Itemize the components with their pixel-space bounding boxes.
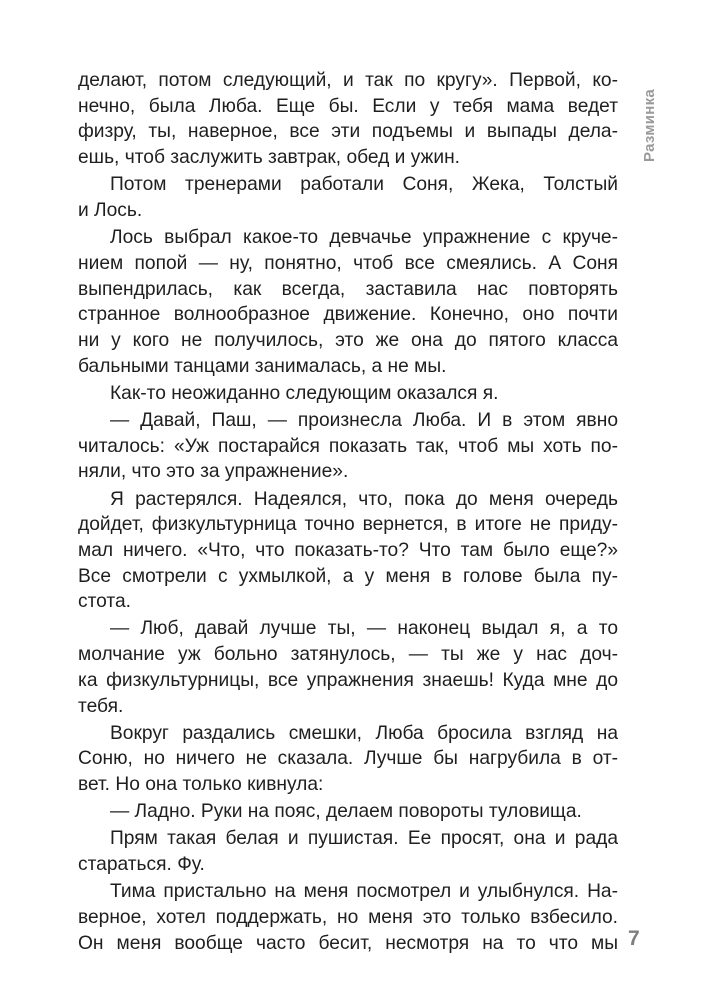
text-line: Потом тренерами работали Соня, Жека, Толстый	[110, 174, 618, 196]
paragraph	[78, 826, 618, 877]
section-header	[641, 70, 661, 165]
text-line: — Люб, давай лучше ты, — наконец выдал я, а то	[110, 618, 618, 640]
text-line: выпендрилась, как всегда, заставила нас повторять	[78, 278, 618, 300]
text-line: бальными танцами занималась, а не мы.	[78, 355, 447, 377]
text-line: стараться. Фу.	[78, 854, 205, 876]
text-line: Как-то неожиданно следующим оказался я.	[110, 382, 499, 404]
paragraph	[78, 721, 618, 798]
text-line: Соню, но ничего не сказала. Лучше бы нагрубила в от-	[78, 748, 618, 770]
text-line: читалось: «Уж постарайся показать так, чтоб мы хоть по-	[78, 435, 618, 457]
text-line: тебя.	[78, 695, 124, 717]
text-line: странное волнообразное движение. Конечно, оно почти	[78, 304, 618, 326]
paragraph	[78, 68, 618, 171]
text-line: вет. Но она только кивнула:	[78, 774, 324, 796]
text-line: нием попой — ну, понятно, чтоб все смеялись. А Соня	[78, 252, 618, 274]
text-line: физру, ты, наверное, все эти подъемы и выпады дела-	[78, 121, 618, 143]
text-line: ни у кого не получилось, это же она до пятого класса	[78, 329, 618, 351]
text-line: мал ничего. «Что, что показать-то? Что там было еще?»	[78, 539, 618, 561]
text-line: Он меня вообще часто бесит, несмотря на то что мы	[78, 932, 618, 954]
text-line: — Ладно. Руки на пояс, делаем повороты туловища.	[110, 801, 582, 823]
paragraph	[78, 172, 618, 223]
text-line: Я растерялся. Надеялся, что, пока до меня очередь	[110, 488, 618, 510]
paragraph	[78, 225, 618, 379]
text-line: Вокруг раздались смешки, Люба бросила взгляд на	[110, 722, 618, 744]
text-line: и Лось.	[78, 199, 143, 221]
paragraph	[78, 879, 618, 956]
text-line: нечно, была Люба. Еще бы. Если у тебя мама ведет	[78, 95, 618, 117]
text-line: Тима пристально на меня посмотрел и улыбнулся. На-	[110, 881, 618, 903]
section-title: Разминка	[641, 88, 658, 162]
text-line: ешь, чтоб заслужить завтрак, обед и ужин.	[78, 147, 461, 169]
paragraph	[78, 408, 618, 485]
text-line: стота.	[78, 591, 131, 613]
paragraph	[78, 799, 618, 825]
text-line: Лось выбрал какое-то девчачье упражнение с круче-	[110, 227, 618, 249]
text-line: Прям такая белая и пушистая. Ее просят, она и рада	[110, 828, 618, 850]
paragraph	[78, 616, 618, 719]
text-line: Все смотрели с ухмылкой, а у меня в голове была пу-	[78, 565, 618, 587]
text-line: дойдет, физкультурница точно вернется, в итоге не приду-	[78, 514, 618, 536]
text-line: делают, потом следующий, и так по кругу». Первой, ко-	[78, 70, 618, 91]
paragraph	[78, 487, 618, 615]
text-line: няли, что это за упражнение».	[78, 461, 349, 483]
text-line: ка физкультурницы, все упражнения знаешь! Куда мне до	[78, 669, 618, 691]
text-line: молчание уж больно затянулось, — ты же у нас доч-	[78, 644, 618, 666]
body-text	[78, 68, 618, 956]
paragraph	[78, 381, 618, 407]
page-number: 7	[628, 927, 640, 950]
text-line: верное, хотел поддержать, но меня это только взбесило.	[78, 907, 618, 928]
text-line: — Давай, Паш, — произнесла Люба. И в этом явно	[110, 409, 618, 431]
